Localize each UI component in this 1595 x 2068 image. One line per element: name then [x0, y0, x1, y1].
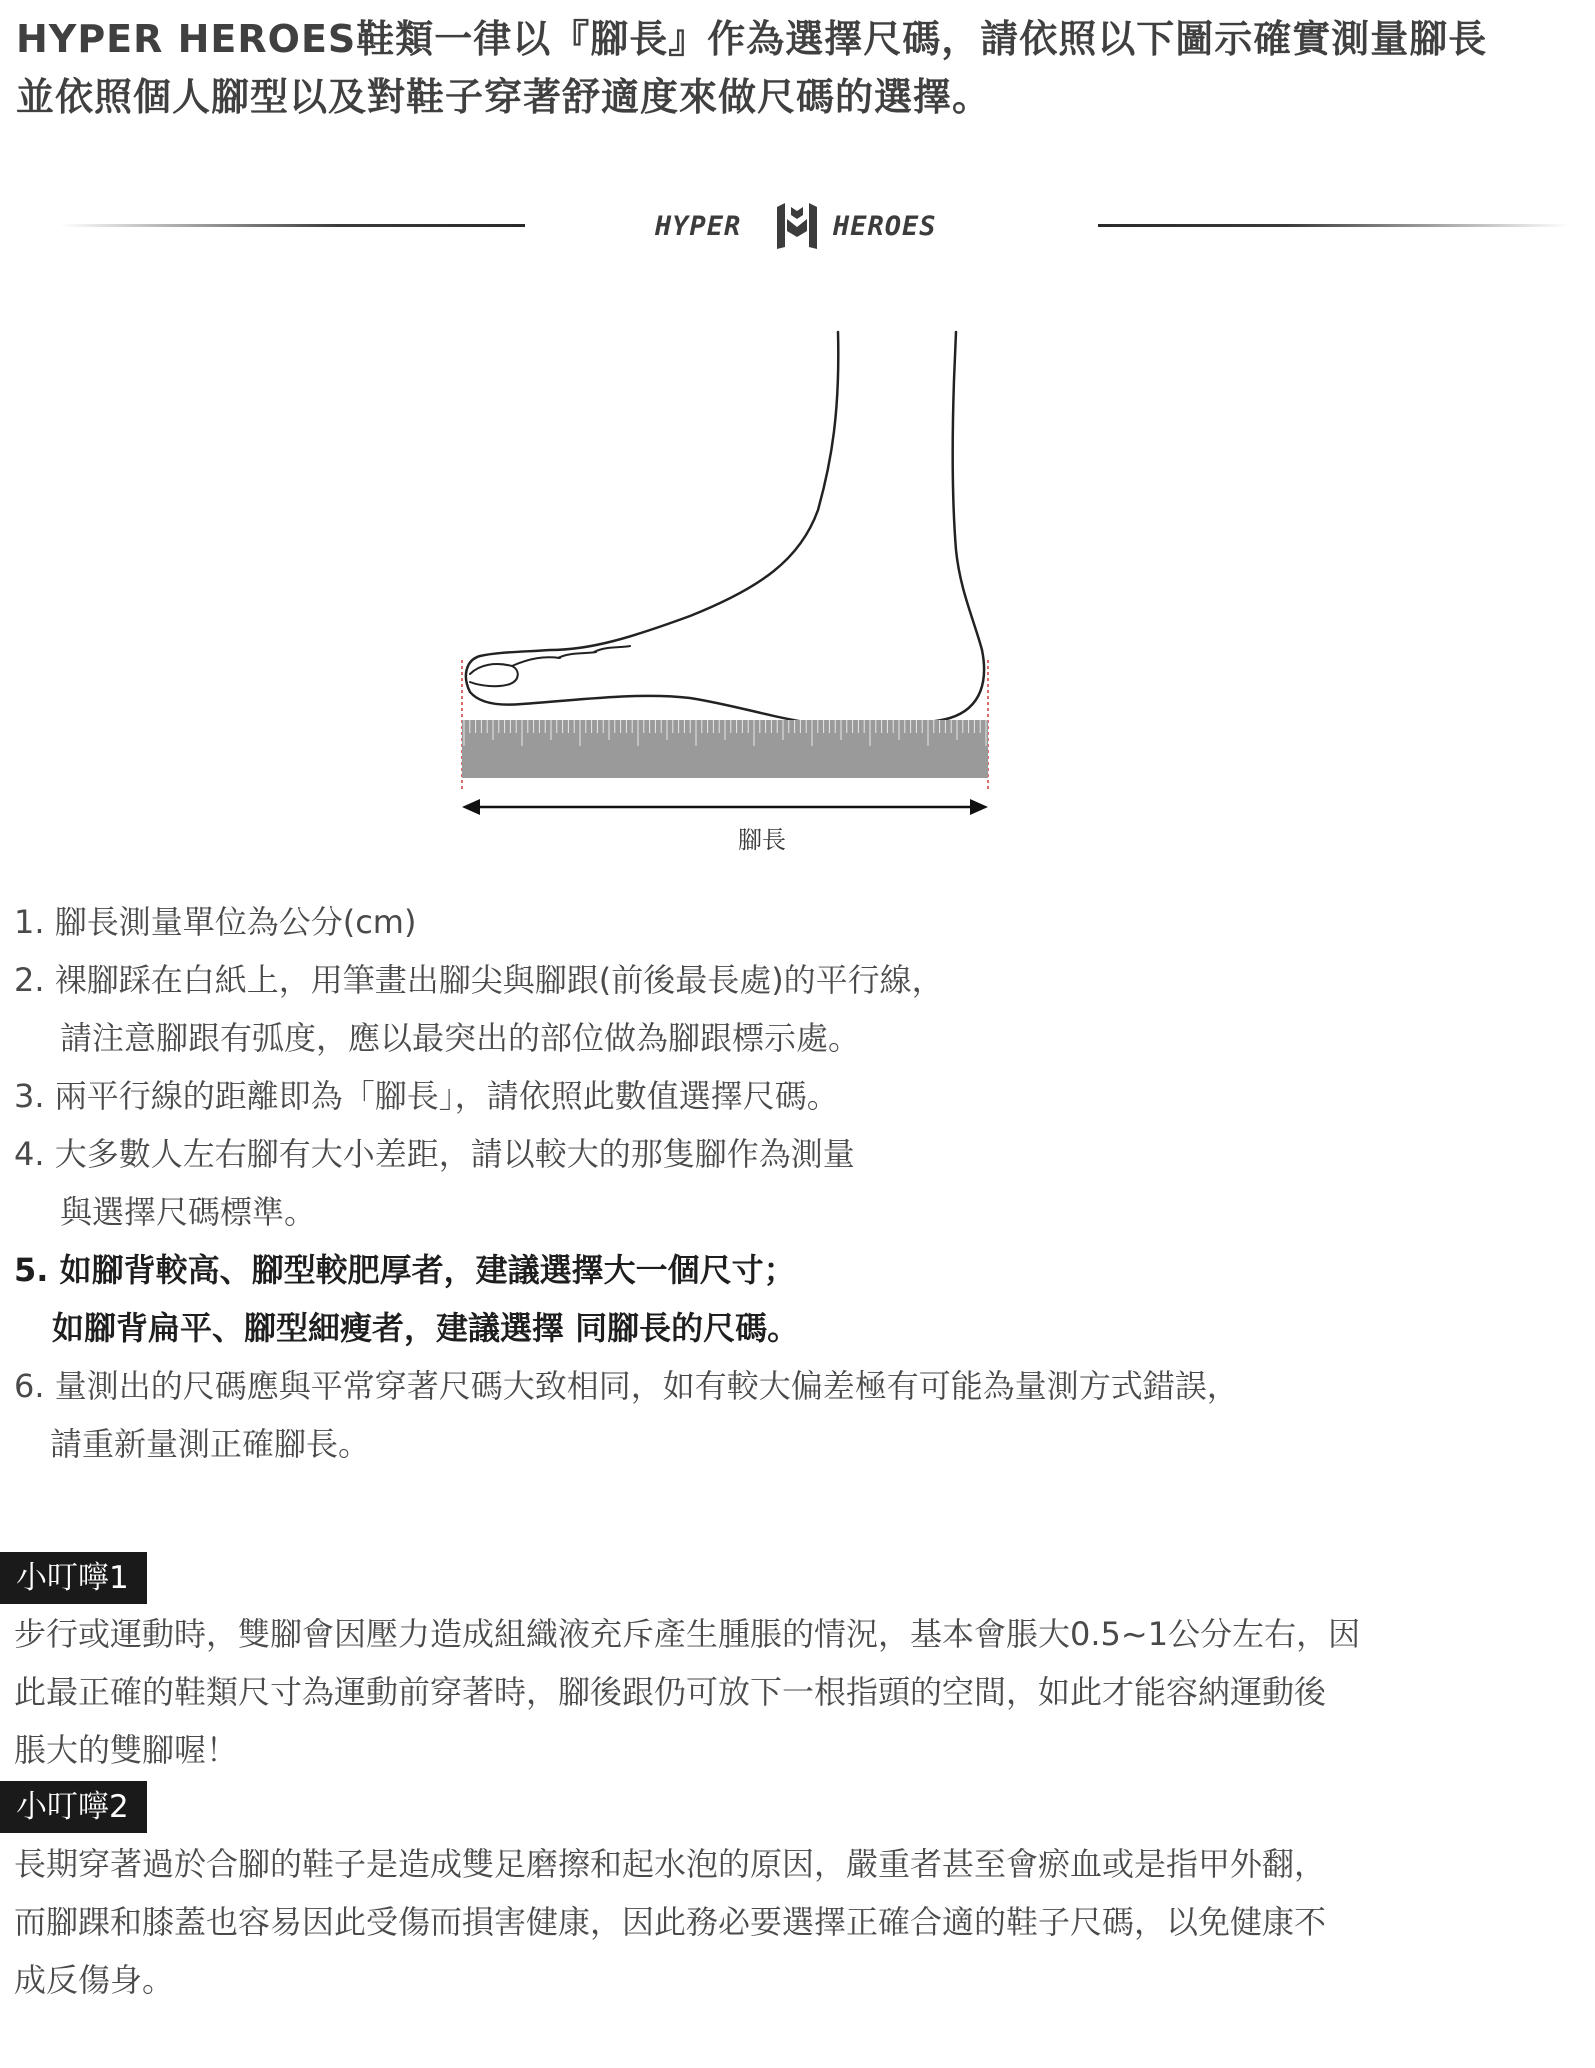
instruction-list — [14, 893, 1574, 1473]
toe-detail — [470, 646, 630, 686]
list-item: 3. 兩平行線的距離即為「腳長」，請依照此數值選擇尺碼。 — [14, 1077, 839, 1115]
list-item: 2. 裸腳踩在白紙上，用筆畫出腳尖與腳跟(前後最長處)的平行線， — [14, 961, 944, 999]
list-item: 與選擇尺碼標準。 — [60, 1193, 317, 1231]
tip-line: 而腳踝和膝蓋也容易因此受傷而損害健康，因此務必要選擇正確合適的鞋子尺碼，以免健康不 — [14, 1903, 1327, 1941]
foot-outline — [466, 332, 984, 726]
length-arrow-left-head — [462, 799, 480, 815]
tip-1-body — [14, 1605, 1574, 1779]
foot-measurement-diagram — [440, 320, 1080, 860]
tip-line: 步行或運動時，雙腳會因壓力造成組織液充斥產生腫脹的情況，基本會脹大0.5~1公分左右，因 — [14, 1615, 1361, 1653]
list-item: 4. 大多數人左右腳有大小差距，請以較大的那隻腳作為測量 — [14, 1135, 855, 1173]
divider-line-right — [1098, 224, 1568, 227]
list-item: 請重新量測正確腳長。 — [50, 1425, 371, 1463]
list-item-emphasis: 如腳背扁平、腳型細瘦者，建議選擇 同腳長的尺碼。 — [52, 1309, 800, 1347]
list-item: 請注意腳跟有弧度，應以最突出的部位做為腳跟標示處。 — [60, 1019, 861, 1057]
tip-line: 成反傷身。 — [14, 1961, 175, 1999]
brand-logo — [655, 199, 955, 251]
tip-2-body — [14, 1835, 1574, 2009]
tip-line: 此最正確的鞋類尺寸為運動前穿著時，腳後跟仍可放下一根指頭的空間，如此才能容納運動後 — [14, 1673, 1327, 1711]
foot-length-label: 腳長 — [738, 826, 786, 854]
brand-hh-icon — [773, 201, 821, 251]
brand-word-right: HEROES — [833, 211, 937, 242]
list-item-emphasis: 5. 如腳背較高、腳型較肥厚者，建議選擇大一個尺寸； — [14, 1251, 796, 1289]
heading-line-1: HYPER HEROES鞋類一律以『腳長』作為選擇尺碼，請依照以下圖示確實測量腳長 — [16, 17, 1488, 61]
list-item: 1. 腳長測量單位為公分(cm) — [14, 903, 417, 941]
brand-divider — [0, 195, 1595, 255]
length-arrow-right-head — [970, 799, 988, 815]
foot-diagram-svg — [440, 320, 1080, 820]
brand-word-left: HYPER — [655, 211, 742, 242]
tip-2-badge: 小叮嚀2 — [0, 1781, 147, 1833]
page-heading — [16, 10, 1586, 126]
list-item: 6. 量測出的尺碼應與平常穿著尺碼大致相同，如有較大偏差極有可能為量測方式錯誤， — [14, 1367, 1239, 1405]
tip-1-badge: 小叮嚀1 — [0, 1552, 147, 1604]
heading-line-2: 並依照個人腳型以及對鞋子穿著舒適度來做尺碼的選擇。 — [16, 75, 992, 119]
tip-line: 長期穿著過於合腳的鞋子是造成雙足磨擦和起水泡的原因，嚴重者甚至會瘀血或是指甲外翻， — [14, 1845, 1327, 1883]
tip-line: 脹大的雙腳喔！ — [14, 1731, 239, 1769]
divider-line-left — [60, 224, 525, 227]
